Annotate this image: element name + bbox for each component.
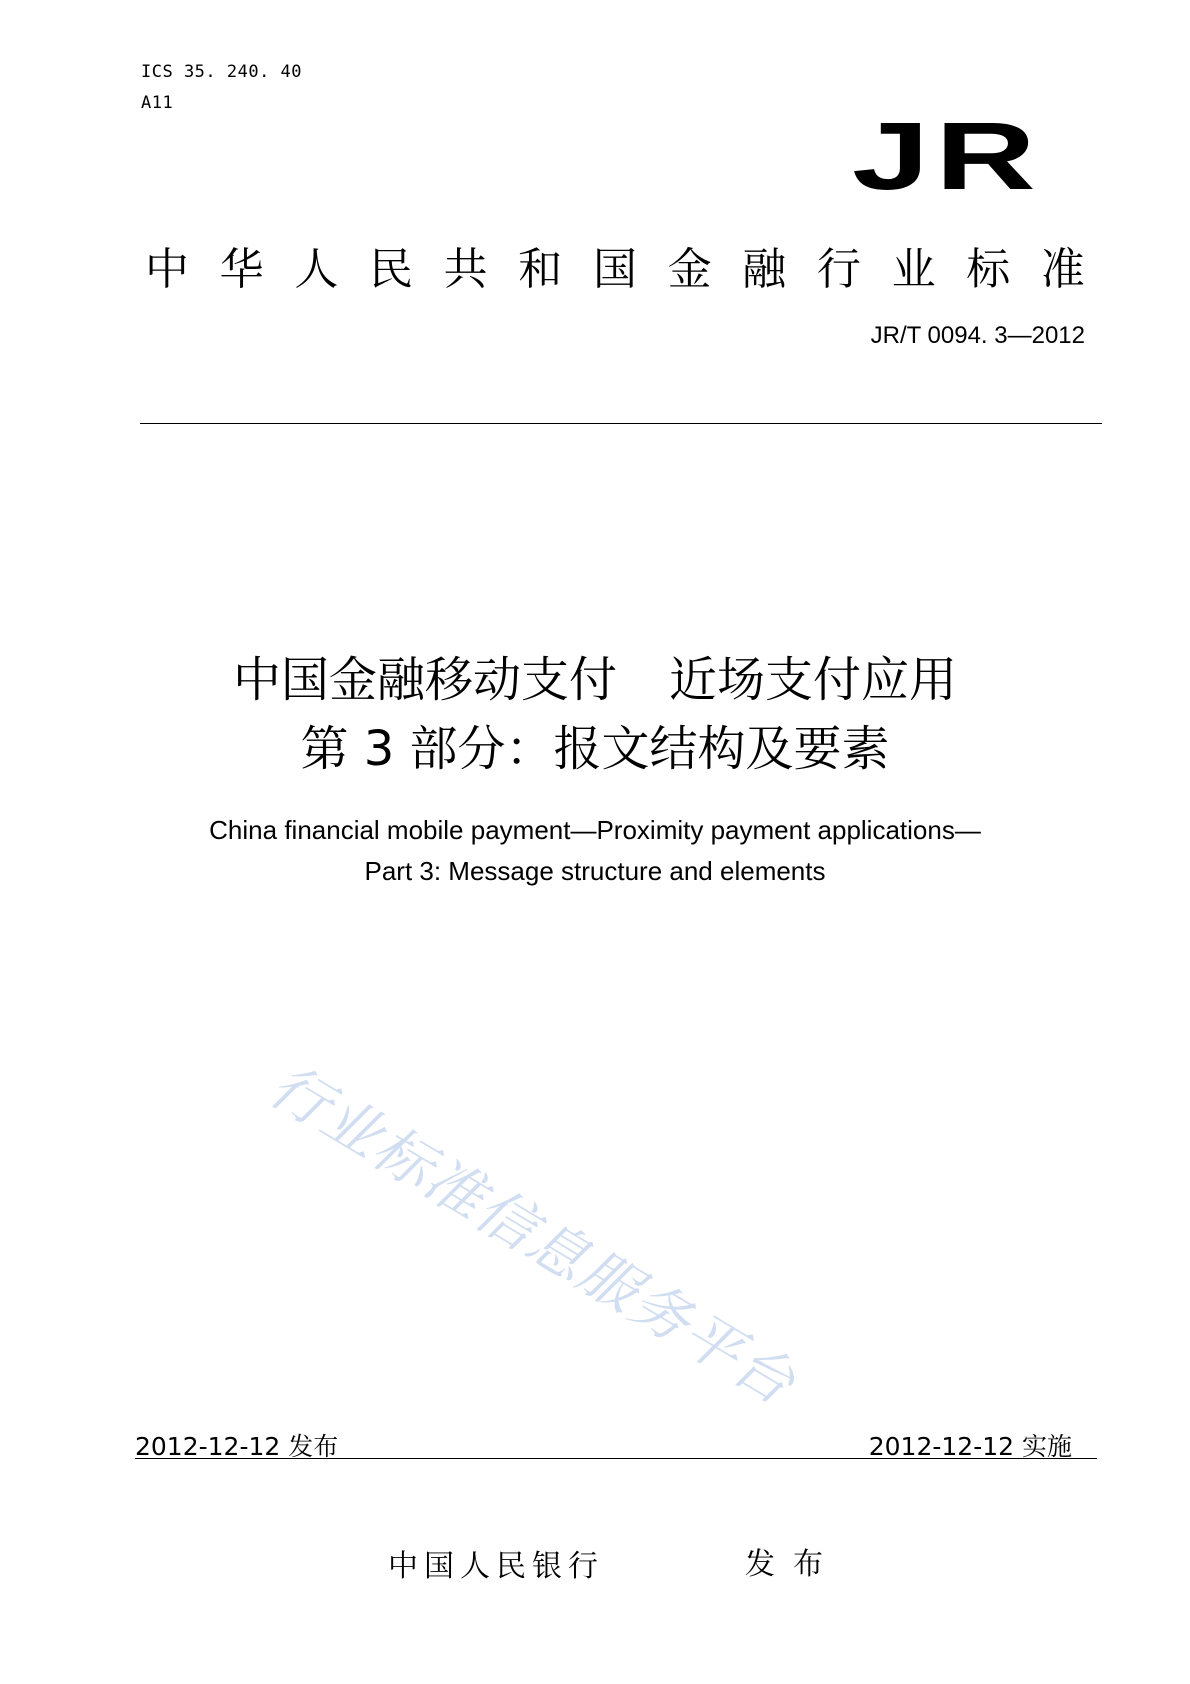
standard-title-char: 共 [443,244,488,295]
standard-title-char: 金 [667,244,712,295]
standard-title-char: 融 [742,244,787,295]
document-title-en-line2: Part 3: Message structure and elements [364,856,826,886]
standard-title-char: 和 [518,244,563,295]
standard-number: JR/T 0094. 3—2012 [870,322,1085,349]
standard-category-title [145,233,1085,297]
publisher: 中国人民银行 [388,1549,604,1584]
jr-logo: JR [852,103,1042,210]
standard-title-char: 中 [145,244,189,295]
implementation-date: 2012-12-12 实施 [868,1432,1072,1461]
document-title-cn-line1 [0,641,1190,710]
standard-title-char: 华 [219,244,264,295]
ccs-code: A11 [141,93,174,113]
standard-title-char: 业 [891,244,936,295]
watermark: 行业标准信息服务平台 [258,1051,808,1419]
document-title-en-line1: China financial mobile payment—Proximity payment applications— [209,815,981,845]
standard-title-char: 国 [592,244,637,295]
document-title-cn-line2: 第 3 部分：报文结构及要素 [300,721,890,777]
document-title-cn-part-b: 近场支付应用 [669,652,958,708]
standard-title-char: 民 [368,244,413,295]
date-divider [135,1458,1097,1459]
standard-title-char: 人 [294,244,339,295]
ics-code: ICS 35. 240. 40 [141,62,303,82]
standard-title-char: 标 [966,244,1011,295]
standard-title-char: 准 [1040,244,1085,295]
standard-title-char: 行 [816,244,861,295]
publish-label: 发布 [745,1547,841,1582]
header-divider [140,423,1102,424]
document-title-cn-part-a: 中国金融移动支付 [232,652,617,708]
issue-date: 2012-12-12 发布 [135,1432,339,1461]
